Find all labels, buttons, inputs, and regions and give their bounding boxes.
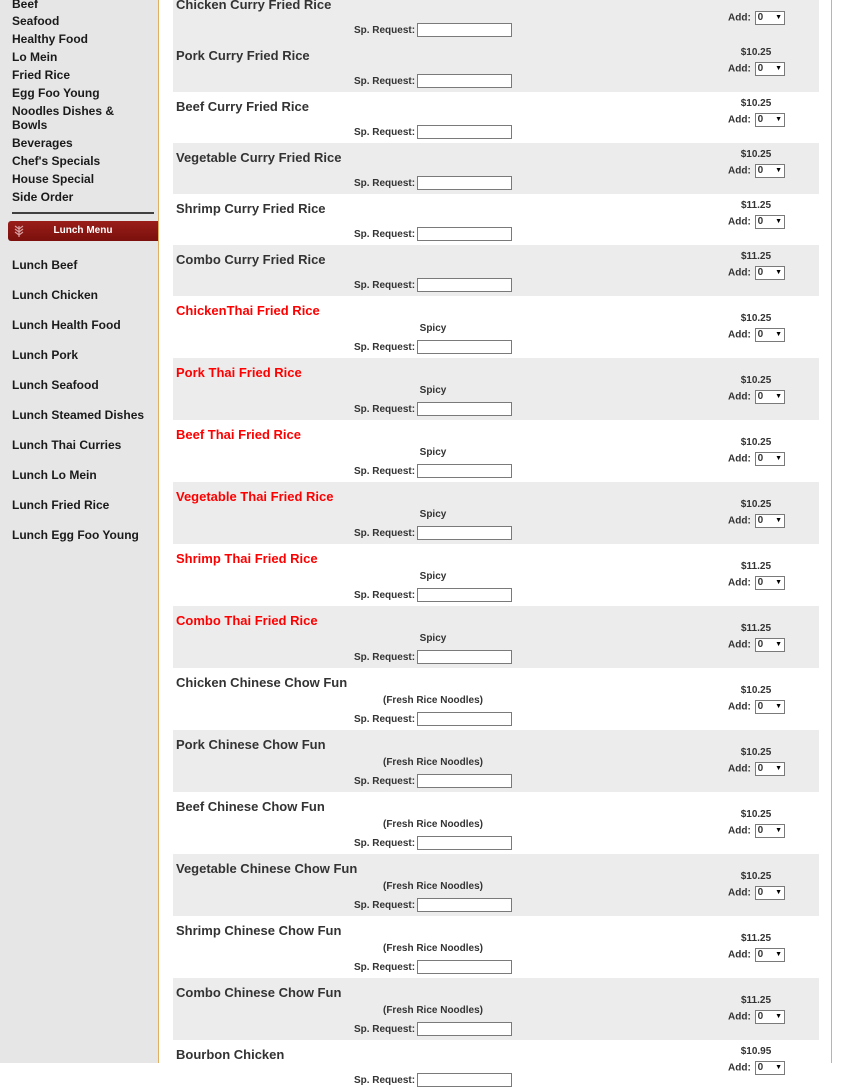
add-label: Add: [728,216,751,228]
special-request-input[interactable] [417,898,512,912]
sidebar-item-beverages[interactable]: Beverages [12,136,73,150]
menu-item-name: Beef Curry Fried Rice [176,99,309,114]
chevron-down-icon: ▼ [775,827,783,834]
menu-item [173,358,819,420]
add-control [728,1061,798,1075]
quantity-value: 0 [757,825,764,836]
special-request-input[interactable] [417,125,512,139]
add-label: Add: [728,267,751,279]
add-control [728,576,798,590]
quantity-select[interactable] [755,824,785,838]
quantity-select[interactable] [755,164,785,178]
menu-item-price: $11.25 [740,251,772,262]
menu-item [173,668,819,730]
sidebar-item-lunch-health-food[interactable]: Lunch Health Food [12,318,121,332]
quantity-select[interactable] [755,576,785,590]
special-request-label: Sp. Request: [353,1023,416,1035]
add-control [728,452,798,466]
add-control [728,62,798,76]
add-control [728,1010,798,1024]
quantity-value: 0 [757,701,764,712]
quantity-select[interactable] [755,266,785,280]
chevron-down-icon: ▼ [775,1013,783,1020]
special-request [173,836,693,850]
menu-item-name: Shrimp Curry Fried Rice [176,201,326,216]
add-control [728,886,798,900]
chevron-down-icon: ▼ [775,14,783,21]
special-request-input[interactable] [417,1022,512,1036]
special-request [173,774,693,788]
menu-item-price: $10.25 [740,499,772,510]
quantity-select[interactable] [755,1010,785,1024]
quantity-select[interactable] [755,62,785,76]
menu-item-name: Chicken Curry Fried Rice [176,0,332,12]
menu-item-description: Spicy [419,323,447,334]
add-label: Add: [728,887,751,899]
add-control [728,638,798,652]
sidebar-item-beef[interactable]: Beef [12,0,39,11]
menu-item-name: Pork Chinese Chow Fun [176,737,326,752]
menu-item-name: Combo Thai Fried Rice [176,613,318,628]
add-label: Add: [728,701,751,713]
menu-item-name: Shrimp Thai Fried Rice [176,551,318,566]
chevron-down-icon: ▼ [775,393,783,400]
special-request-label: Sp. Request: [353,75,416,87]
quantity-select[interactable] [755,113,785,127]
special-request-input[interactable] [417,402,512,416]
chevron-down-icon: ▼ [775,889,783,896]
quantity-select[interactable] [755,762,785,776]
special-request-input[interactable] [417,176,512,190]
special-request [173,898,693,912]
special-request-label: Sp. Request: [353,403,416,415]
add-control [728,514,798,528]
menu-item-price: $10.25 [740,47,772,58]
special-request [173,1073,693,1087]
add-label: Add: [728,1011,751,1023]
menu-item-description: (Fresh Rice Noodles) [382,695,484,706]
special-request-input[interactable] [417,526,512,540]
special-request [173,74,693,88]
special-request-label: Sp. Request: [353,126,416,138]
sidebar-item-seafood[interactable]: Seafood [12,14,60,28]
quantity-value: 0 [757,329,764,340]
sidebar-item-lunch-pork[interactable]: Lunch Pork [12,348,79,362]
special-request-label: Sp. Request: [353,279,416,291]
add-control [728,948,798,962]
quantity-value: 0 [757,1011,764,1022]
add-control [728,266,798,280]
menu-item-price: $11.25 [740,995,772,1006]
special-request-label: Sp. Request: [353,899,416,911]
sidebar-item-lunch-egg-foo-young[interactable]: Lunch Egg Foo Young [12,528,139,542]
quantity-value: 0 [757,887,764,898]
add-label: Add: [728,165,751,177]
add-label: Add: [728,391,751,403]
sidebar-item-lo-mein[interactable]: Lo Mein [12,50,58,64]
menu-item-price: $11.25 [740,933,772,944]
special-request [173,278,693,292]
menu-item [173,482,819,544]
quantity-value: 0 [757,639,764,650]
quantity-select[interactable] [755,948,785,962]
quantity-select[interactable] [755,700,785,714]
quantity-value: 0 [757,216,764,227]
menu-item-name: Combo Chinese Chow Fun [176,985,342,1000]
menu-item-price: $10.25 [740,149,772,160]
quantity-value: 0 [757,515,764,526]
special-request-label: Sp. Request: [353,961,416,973]
sidebar-item-house-special[interactable]: House Special [12,172,95,186]
menu-item-name: Bourbon Chicken [176,1047,285,1062]
special-request-input[interactable] [417,340,512,354]
quantity-select[interactable] [755,390,785,404]
special-request-label: Sp. Request: [353,527,416,539]
special-request-input[interactable] [417,960,512,974]
sidebar-item-healthy-food[interactable]: Healthy Food [12,32,89,46]
menu-item [173,730,819,792]
special-request-input[interactable] [417,23,512,37]
special-request-input[interactable] [417,712,512,726]
special-request-label: Sp. Request: [353,589,416,601]
special-request-label: Sp. Request: [353,24,416,36]
menu-item-description: (Fresh Rice Noodles) [382,819,484,830]
quantity-value: 0 [757,165,764,176]
menu-item [173,420,819,482]
special-request-label: Sp. Request: [353,1074,416,1086]
special-request-label: Sp. Request: [353,465,416,477]
menu-item [173,245,819,296]
menu-item-price: $10.25 [740,747,772,758]
quantity-select[interactable] [755,886,785,900]
special-request [173,402,693,416]
menu-item-name: Combo Curry Fried Rice [176,252,326,267]
sidebar-item-fried-rice[interactable]: Fried Rice [12,68,71,82]
menu-item-price: $11.25 [740,561,772,572]
special-request [173,464,693,478]
menu-item-name: ChickenThai Fried Rice [176,303,320,318]
special-request-input[interactable] [417,650,512,664]
menu-item [173,544,819,606]
menu-item-price: $11.25 [740,200,772,211]
menu-item-description: (Fresh Rice Noodles) [382,881,484,892]
chevron-down-icon: ▼ [775,455,783,462]
special-request [173,340,693,354]
menu-item-name: Beef Chinese Chow Fun [176,799,325,814]
menu-item [173,41,819,92]
special-request-label: Sp. Request: [353,837,416,849]
special-request-input[interactable] [417,588,512,602]
sidebar-item-chefs-specials[interactable]: Chef's Specials [12,154,101,168]
add-label: Add: [728,1062,751,1074]
add-control [728,700,798,714]
special-request [173,227,693,241]
add-control [728,328,798,342]
add-label: Add: [728,12,751,24]
special-request-input[interactable] [417,278,512,292]
menu-item-price: $10.25 [740,375,772,386]
menu-item-description: (Fresh Rice Noodles) [382,1005,484,1016]
add-label: Add: [728,949,751,961]
chevron-down-icon: ▼ [775,703,783,710]
lunch-menu-title: Lunch Menu [53,225,113,236]
sidebar-item-lunch-beef[interactable]: Lunch Beef [12,258,78,272]
special-request [173,125,693,139]
special-request [173,526,693,540]
add-label: Add: [728,453,751,465]
quantity-value: 0 [757,949,764,960]
menu-item [173,978,819,1040]
special-request [173,960,693,974]
chevron-down-icon: ▼ [775,269,783,276]
quantity-value: 0 [757,12,764,23]
menu-item-description: Spicy [419,633,447,644]
menu-item [173,296,819,358]
menu-item-name: Pork Thai Fried Rice [176,365,302,380]
sidebar-item-lunch-fried-rice[interactable]: Lunch Fried Rice [12,498,110,512]
special-request-input[interactable] [417,1073,512,1087]
add-control [728,164,798,178]
special-request-label: Sp. Request: [353,651,416,663]
menu-item-description: (Fresh Rice Noodles) [382,943,484,954]
special-request-label: Sp. Request: [353,177,416,189]
chevron-down-icon: ▼ [775,218,783,225]
special-request-input[interactable] [417,74,512,88]
chevron-down-icon: ▼ [775,331,783,338]
chevron-down-icon: ▼ [775,765,783,772]
menu-item [173,792,819,854]
add-label: Add: [728,329,751,341]
menu-item-description: (Fresh Rice Noodles) [382,757,484,768]
chevron-down-icon: ▼ [775,641,783,648]
quantity-value: 0 [757,763,764,774]
special-request-input[interactable] [417,836,512,850]
quantity-select[interactable] [755,1061,785,1075]
add-control [728,11,798,25]
quantity-select[interactable] [755,11,785,25]
menu-item-description: Spicy [419,385,447,396]
menu-item-name: Vegetable Thai Fried Rice [176,489,334,504]
quantity-select[interactable] [755,215,785,229]
add-control [728,113,798,127]
chevron-down-icon: ▼ [775,517,783,524]
menu-item [173,194,819,245]
menu-item-name: Vegetable Curry Fried Rice [176,150,342,165]
special-request [173,1022,693,1036]
menu-item [173,92,819,143]
quantity-value: 0 [757,267,764,278]
menu-item-name: Chicken Chinese Chow Fun [176,675,348,690]
chevron-down-icon: ▼ [775,167,783,174]
menu-item [173,916,819,978]
special-request [173,712,693,726]
quantity-value: 0 [757,453,764,464]
add-control [728,762,798,776]
menu-item [173,854,819,916]
menu-item [173,606,819,668]
chevron-down-icon: ▼ [775,1064,783,1071]
special-request-label: Sp. Request: [353,713,416,725]
sidebar-item-noodles-dishes[interactable]: Noodles Dishes & Bowls [12,104,115,132]
menu-item-name: Beef Thai Fried Rice [176,427,301,442]
special-request [173,176,693,190]
add-label: Add: [728,577,751,589]
special-request [173,588,693,602]
menu-item-price: $10.25 [740,809,772,820]
sidebar-item-lunch-chicken[interactable]: Lunch Chicken [12,288,99,302]
sidebar-item-side-order[interactable]: Side Order [12,190,74,204]
quantity-select[interactable] [755,452,785,466]
leaf-icon [12,224,26,238]
quantity-value: 0 [757,114,764,125]
lunch-menu-header [8,221,158,241]
menu-item-price: $10.25 [740,685,772,696]
add-label: Add: [728,639,751,651]
chevron-down-icon: ▼ [775,951,783,958]
special-request-label: Sp. Request: [353,228,416,240]
special-request [173,650,693,664]
menu-item [173,0,819,41]
quantity-select[interactable] [755,638,785,652]
chevron-down-icon: ▼ [775,65,783,72]
menu-item-description: Spicy [419,509,447,520]
add-control [728,215,798,229]
menu-item-price: $10.95 [740,1046,772,1057]
add-label: Add: [728,825,751,837]
quantity-value: 0 [757,1062,764,1073]
menu-item-price: $10.25 [740,313,772,324]
special-request [173,23,693,37]
quantity-value: 0 [757,391,764,402]
menu-item-name: Vegetable Chinese Chow Fun [176,861,358,876]
chevron-down-icon: ▼ [775,579,783,586]
special-request-label: Sp. Request: [353,775,416,787]
menu-item-name: Shrimp Chinese Chow Fun [176,923,342,938]
special-request-input[interactable] [417,464,512,478]
menu-item-name: Pork Curry Fried Rice [176,48,310,63]
sidebar-item-lunch-steamed-dishes[interactable]: Lunch Steamed Dishes [12,408,145,422]
quantity-value: 0 [757,63,764,74]
quantity-select[interactable] [755,514,785,528]
menu-item-description: Spicy [419,571,447,582]
add-control [728,824,798,838]
sidebar-item-lunch-lo-mein[interactable]: Lunch Lo Mein [12,468,97,482]
special-request-input[interactable] [417,774,512,788]
menu-item-price: $11.25 [740,623,772,634]
add-label: Add: [728,515,751,527]
add-label: Add: [728,63,751,75]
sidebar-item-lunch-thai-curries[interactable]: Lunch Thai Curries [12,438,122,452]
quantity-select[interactable] [755,328,785,342]
sidebar-divider [12,212,154,214]
menu-item-price: $10.25 [740,871,772,882]
add-label: Add: [728,763,751,775]
add-control [728,390,798,404]
menu-item-price: $10.25 [740,98,772,109]
special-request-input[interactable] [417,227,512,241]
special-request-label: Sp. Request: [353,341,416,353]
add-label: Add: [728,114,751,126]
menu-item [173,1040,819,1091]
quantity-value: 0 [757,577,764,588]
sidebar-item-lunch-seafood[interactable]: Lunch Seafood [12,378,99,392]
sidebar-item-egg-foo-young[interactable]: Egg Foo Young [12,86,100,100]
chevron-down-icon: ▼ [775,116,783,123]
sidebar [0,0,158,1063]
menu-item-description: Spicy [419,447,447,458]
menu-item-price: $10.25 [740,437,772,448]
menu-item [173,143,819,194]
